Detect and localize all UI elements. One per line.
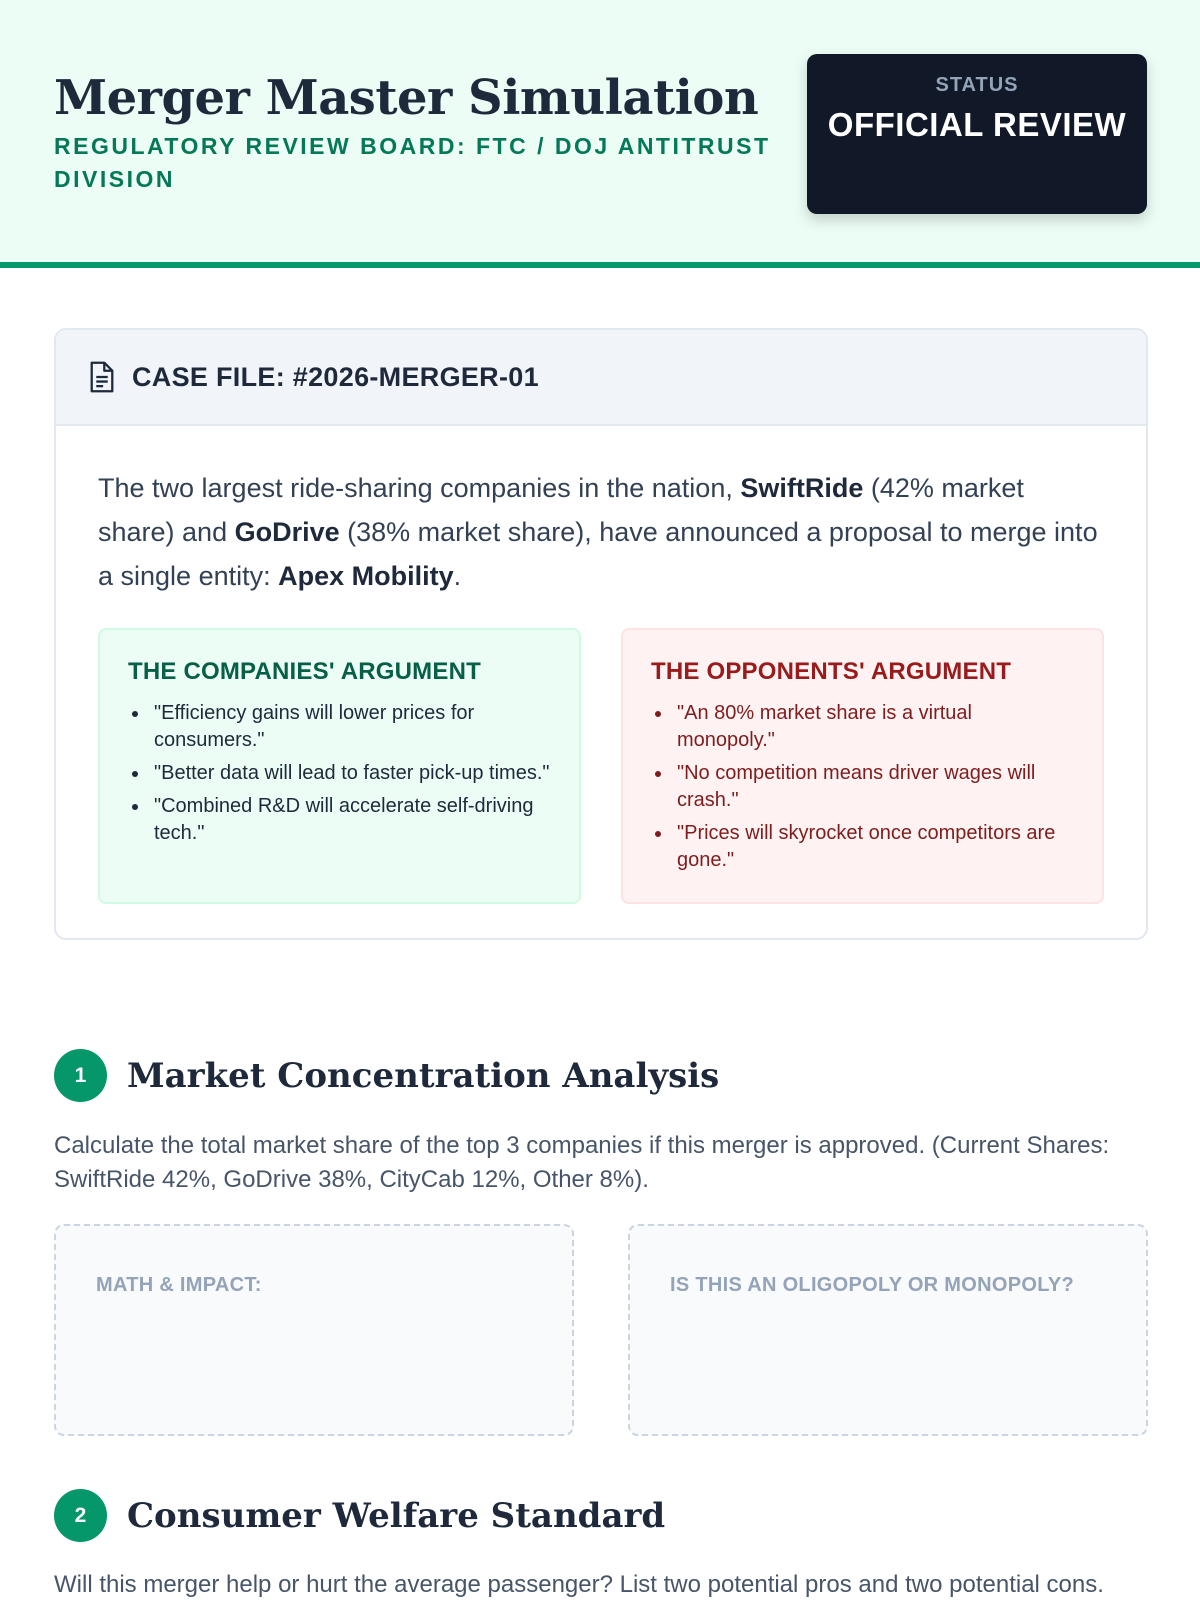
math-impact-answer-box[interactable] <box>54 1224 574 1436</box>
intro-text: . <box>453 561 462 591</box>
list-item: "Combined R&D will accelerate self-driving tech." <box>128 793 551 847</box>
list-item: "Prices will skyrocket once competitors are gone." <box>651 820 1074 874</box>
opponents-argument-list <box>651 700 1074 874</box>
section-1-header <box>54 1049 719 1102</box>
case-file-title: CASE FILE: #2026-MERGER-01 <box>132 361 539 392</box>
list-item: "Better data will lead to faster pick-up times." <box>128 760 551 787</box>
list-item: "Efficiency gains will lower prices for consumers." <box>128 700 551 754</box>
section-1-description: Calculate the total market share of the top 3 companies if this merger is approved. (Current Shares: SwiftRide 42%, GoDrive 38%, CityCab 12%, Other 8%). <box>54 1132 1110 1193</box>
case-file-card <box>54 328 1148 940</box>
page-header <box>0 0 1200 268</box>
section-number-badge: 2 <box>54 1489 107 1542</box>
intro-text: (38% market share), have announced a proposal to merge into a single entity: <box>98 517 1098 591</box>
section-title: Consumer Welfare Standard <box>127 1495 666 1536</box>
document-icon <box>88 361 116 393</box>
entity-apex-mobility: Apex Mobility <box>278 561 454 591</box>
status-value: OFFICIAL REVIEW <box>827 106 1127 143</box>
market-structure-answer-box[interactable] <box>628 1224 1148 1436</box>
section-2-header <box>54 1489 665 1542</box>
section-title: Market Concentration Analysis <box>127 1055 720 1096</box>
company-swiftride: SwiftRide <box>740 473 864 503</box>
companies-argument-list <box>128 700 551 847</box>
intro-text: The two largest ride-sharing companies in the nation, <box>98 473 741 503</box>
answer-box-label: MATH & IMPACT: <box>96 1274 262 1296</box>
section-number-badge: 1 <box>54 1049 107 1102</box>
page-title: Merger Master Simulation <box>54 70 759 126</box>
page-subtitle: REGULATORY REVIEW BOARD: FTC / DOJ ANTITRUST DIVISION <box>54 133 771 192</box>
status-badge <box>807 54 1147 214</box>
companies-argument-box <box>98 628 581 904</box>
arguments-row <box>98 628 1104 904</box>
intro-text: (42% market share) and <box>98 473 1024 547</box>
section-2-description: Will this merger help or hurt the average passenger? List two potential pros and two potential cons. <box>54 1571 1104 1598</box>
status-label: STATUS <box>935 74 1019 96</box>
companies-argument-title: THE COMPANIES' ARGUMENT <box>128 658 481 685</box>
company-godrive: GoDrive <box>234 517 340 547</box>
list-item: "An 80% market share is a virtual monopoly." <box>651 700 1074 754</box>
list-item: "No competition means driver wages will crash." <box>651 760 1074 814</box>
case-file-body <box>56 426 1146 904</box>
case-file-header <box>56 330 1146 426</box>
opponents-argument-box <box>621 628 1104 904</box>
case-intro <box>98 466 1104 598</box>
opponents-argument-title: THE OPPONENTS' ARGUMENT <box>651 658 1012 685</box>
answer-box-label: IS THIS AN OLIGOPOLY OR MONOPOLY? <box>670 1274 1075 1296</box>
